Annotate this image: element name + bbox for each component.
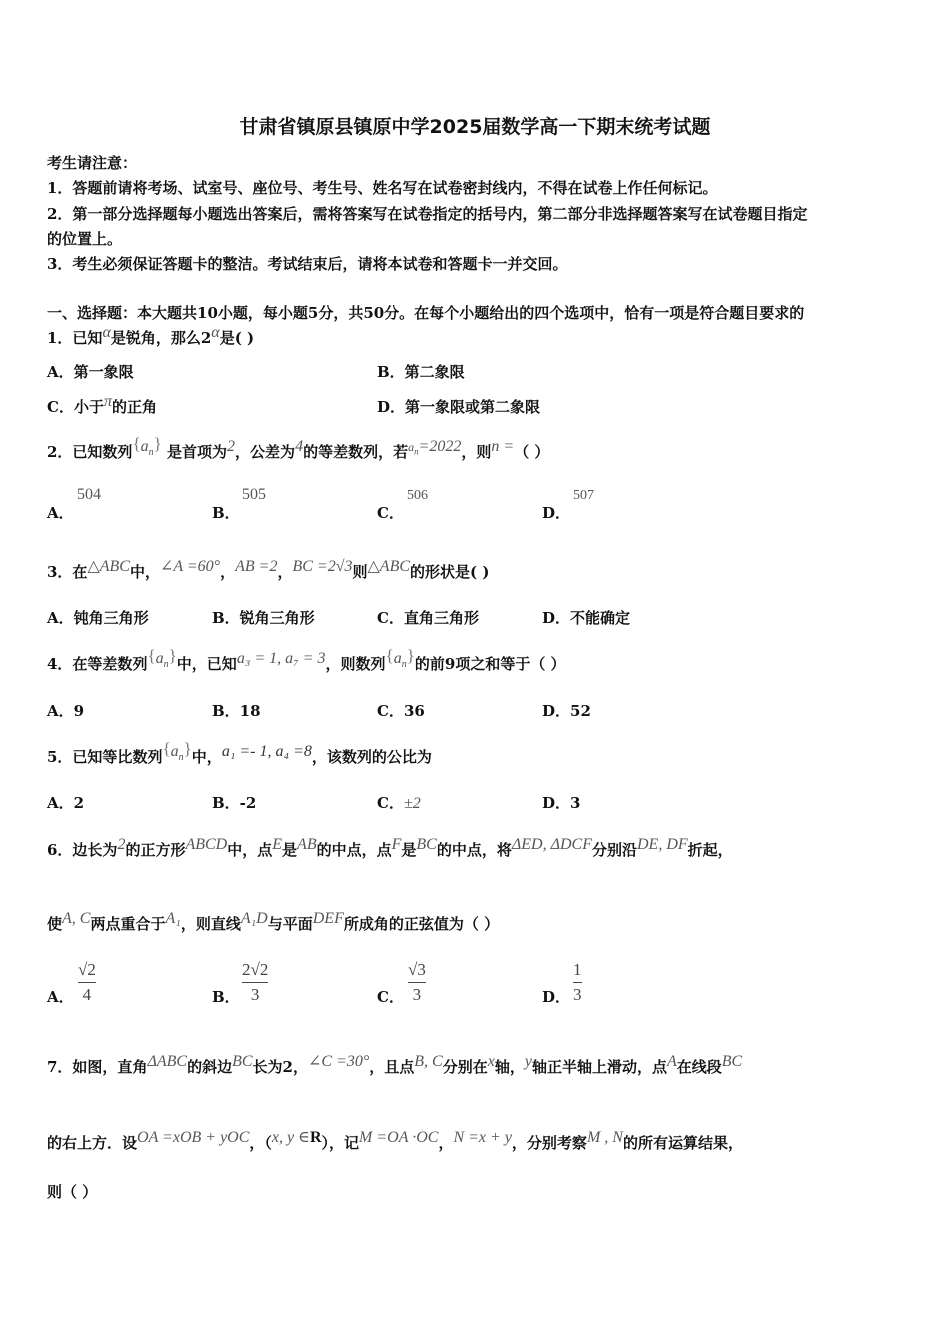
notice-item-3: 3．考生必须保证答题卡的整洁。考试结束后，请将本试卷和答题卡一并交回。 bbox=[47, 255, 568, 273]
q7-text: 的斜边 bbox=[187, 1058, 233, 1076]
math-sequence bbox=[140, 438, 154, 459]
q5-text: 中， bbox=[191, 748, 222, 766]
brace-right: } bbox=[406, 646, 415, 665]
q7-text: 分别在 bbox=[442, 1058, 488, 1076]
math-a: a bbox=[170, 743, 179, 760]
q5-text: 5．已知等比数列 bbox=[47, 748, 163, 766]
math-plus-minus-2: ±2 bbox=[403, 795, 421, 812]
q6-text: 分别沿 bbox=[591, 841, 637, 859]
notice-heading: 考生请注意： bbox=[47, 154, 138, 172]
q7-text: 7．如图，直角 bbox=[47, 1058, 148, 1076]
q6-option-a-fraction bbox=[78, 960, 96, 1005]
q2-text: 2．已知数列 bbox=[47, 443, 133, 461]
numerator: 2√2 bbox=[242, 960, 269, 979]
q3-text: ， bbox=[277, 563, 293, 581]
q6-option-d: D． bbox=[542, 988, 571, 1006]
question-2 bbox=[47, 434, 550, 464]
q5-option-d: D．3 bbox=[542, 794, 581, 812]
math-de-df: DE, DF bbox=[637, 836, 688, 853]
q6-text: 与平面 bbox=[267, 915, 313, 933]
math-y: y bbox=[524, 1053, 532, 1070]
math-a: a bbox=[140, 438, 149, 455]
q7-text: ， bbox=[438, 1134, 454, 1152]
math-e: E bbox=[272, 836, 283, 853]
q6-text: 中，点 bbox=[227, 841, 273, 859]
math-terms: a₁ =- 1, a₄ =8 bbox=[221, 743, 312, 760]
fraction-bar bbox=[242, 982, 268, 983]
q2-text: 的等差数列，若 bbox=[303, 443, 409, 461]
q6-text: 的中点，将 bbox=[436, 841, 512, 859]
q1-option-b: B．第二象限 bbox=[377, 363, 465, 381]
math-2: 2 bbox=[117, 836, 126, 853]
brace-right: } bbox=[183, 739, 192, 758]
q6-option-c-fraction bbox=[408, 960, 426, 1005]
q2-text: ，公差为 bbox=[235, 443, 296, 461]
math-a1d: A₁D bbox=[240, 910, 268, 927]
math-triangles: ΔED, ΔDCF bbox=[511, 836, 592, 853]
math-a: a bbox=[155, 650, 164, 667]
math-an bbox=[408, 440, 419, 457]
math-triangle-abc: ΔABC bbox=[147, 1053, 188, 1070]
q5-option-c-label: C． bbox=[377, 794, 404, 812]
math-pi: π bbox=[103, 393, 112, 410]
fraction-bar bbox=[78, 982, 96, 983]
q5-option-c bbox=[377, 792, 421, 813]
q2-text: ，则 bbox=[461, 443, 492, 461]
q7-text: 轴正半轴上滑动，点 bbox=[531, 1058, 667, 1076]
math-subscript: n bbox=[414, 446, 419, 457]
question-7-cont bbox=[47, 1129, 743, 1153]
q4-option-a: A．9 bbox=[47, 702, 85, 720]
math-sequence bbox=[393, 650, 407, 671]
q3-text: ， bbox=[220, 563, 236, 581]
brace-right: } bbox=[168, 646, 177, 665]
math-a1: A₁ bbox=[165, 910, 181, 927]
math-triangle-abc: △ABC bbox=[367, 558, 411, 575]
brace-left: { bbox=[132, 434, 141, 453]
q6-option-d-fraction bbox=[573, 960, 582, 1005]
q1-text: 是锐角，那么2 bbox=[110, 329, 212, 347]
math-angle-c: ∠C =30° bbox=[307, 1053, 370, 1070]
denominator: 3 bbox=[573, 985, 582, 1004]
q2-option-c: C． bbox=[377, 504, 404, 522]
q7-text: 的所有运算结果， bbox=[622, 1134, 743, 1152]
q6-text: 两点重合于 bbox=[90, 915, 166, 933]
q6-text: ，则直线 bbox=[180, 915, 241, 933]
math-subscript: n bbox=[163, 659, 169, 671]
math-bc: BC bbox=[721, 1053, 743, 1070]
q6-option-b: B． bbox=[212, 988, 240, 1006]
q2-option-d: D． bbox=[542, 504, 571, 522]
q6-text: 折起， bbox=[687, 841, 733, 859]
q3-text: 的形状是( ) bbox=[410, 563, 490, 581]
q4-option-b: B．18 bbox=[212, 702, 261, 720]
notice-item-1: 1．答题前请将考场、试室号、座位号、考生号、姓名写在试卷密封线内，不得在试卷上作任何标记。 bbox=[47, 179, 718, 197]
q4-option-d: D．52 bbox=[542, 702, 591, 720]
q3-text: 中， bbox=[129, 563, 160, 581]
numerator: √2 bbox=[78, 960, 96, 979]
question-1 bbox=[47, 324, 255, 348]
math-abcd: ABCD bbox=[185, 836, 228, 853]
math-2: 2 bbox=[227, 438, 236, 455]
q5-option-a: A．2 bbox=[47, 794, 85, 812]
denominator: 4 bbox=[82, 985, 92, 1004]
math-n: n = bbox=[491, 438, 515, 455]
math-bc: BC bbox=[416, 836, 437, 853]
math-ab: AB bbox=[297, 836, 317, 853]
q6-option-b-fraction bbox=[242, 960, 268, 1005]
brace-left: { bbox=[162, 739, 171, 758]
notice-item-2: 2．第一部分选择题每小题选出答案后，需将答案写在试卷指定的括号内，第二部分非选择题答案写在试卷题目指定 bbox=[47, 205, 808, 223]
q2-option-d-value: 507 bbox=[573, 488, 594, 503]
q3-option-d: D．不能确定 bbox=[542, 609, 631, 627]
question-6-cont bbox=[47, 910, 500, 934]
math-a-c: A, C bbox=[62, 910, 91, 927]
notice-item-2-cont: 的位置上。 bbox=[47, 230, 123, 248]
math-f: F bbox=[391, 836, 402, 853]
math-reals: R bbox=[309, 1129, 322, 1146]
math-terms: a₃ = 1, a₇ = 3 bbox=[236, 650, 326, 667]
q3-option-c: C．直角三角形 bbox=[377, 609, 479, 627]
q6-text: 是 bbox=[401, 841, 417, 859]
math-b-c: B, C bbox=[414, 1053, 443, 1070]
q3-text: 3．在 bbox=[47, 563, 88, 581]
math-m-n: M , N bbox=[586, 1129, 623, 1146]
brace-left: { bbox=[385, 646, 394, 665]
page-title: 甘肃省镇原县镇原中学2025届数学高一下期末统考试题 bbox=[239, 116, 711, 138]
q1-text: 1．已知 bbox=[47, 329, 103, 347]
q3-option-a: A．钝角三角形 bbox=[47, 609, 149, 627]
q1-option-c-text: 的正角 bbox=[111, 398, 157, 416]
section-heading: 一、选择题：本大题共10小题，每小题5分，共50分。在每个小题给出的四个选项中，恰有一项是符合题目要求的 bbox=[47, 304, 805, 322]
q4-text: 4．在等差数列 bbox=[47, 655, 148, 673]
question-7-end: 则（ ） bbox=[47, 1183, 98, 1201]
q4-text: 的前9项之和等于（ ） bbox=[414, 655, 566, 673]
math-n-def: N =x + y bbox=[453, 1129, 512, 1146]
q7-text: 的右上方．设 bbox=[47, 1134, 138, 1152]
math-value: =2022 bbox=[418, 438, 462, 455]
math-def: DEF bbox=[312, 910, 344, 927]
q7-text: 在线段 bbox=[676, 1058, 722, 1076]
math-a: a bbox=[408, 440, 415, 454]
math-bc: BC =2√3 bbox=[292, 558, 353, 575]
math-subscript: n bbox=[148, 447, 154, 459]
brace-right: } bbox=[153, 434, 162, 453]
q1-option-a: A．第一象限 bbox=[47, 363, 134, 381]
q7-text: ，分别考察 bbox=[511, 1134, 587, 1152]
q4-text: ，则数列 bbox=[325, 655, 386, 673]
math-triangle-abc: △ABC bbox=[87, 558, 130, 575]
q1-option-d: D．第一象限或第二象限 bbox=[377, 398, 541, 416]
math-x: x bbox=[487, 1053, 495, 1070]
math-m-def: M =OA ·OC bbox=[359, 1129, 439, 1146]
q6-text: 所成角的正弦值为（ ） bbox=[343, 915, 500, 933]
q6-option-c: C． bbox=[377, 988, 404, 1006]
q7-text: ），记 bbox=[321, 1134, 360, 1152]
q2-option-a-value: 504 bbox=[77, 486, 101, 503]
q5-option-b: B．-2 bbox=[212, 794, 257, 812]
q6-text: 的正方形 bbox=[125, 841, 186, 859]
math-subscript: n bbox=[178, 752, 184, 764]
math-alpha: α bbox=[102, 324, 111, 341]
math-sequence bbox=[170, 743, 184, 764]
q2-text: （ ） bbox=[514, 443, 550, 461]
question-6 bbox=[47, 836, 733, 860]
q2-option-b: B． bbox=[212, 504, 240, 522]
math-sequence bbox=[155, 650, 169, 671]
q6-option-a: A． bbox=[47, 988, 74, 1006]
q1-option-c bbox=[47, 393, 157, 417]
q7-text: ，（ bbox=[249, 1134, 272, 1152]
math-a: A bbox=[666, 1053, 677, 1070]
q3-option-b: B．锐角三角形 bbox=[212, 609, 315, 627]
q5-text: ，该数列的公比为 bbox=[311, 748, 432, 766]
math-alpha: α bbox=[211, 324, 220, 341]
fraction-bar bbox=[573, 982, 582, 983]
math-subscript: n bbox=[401, 659, 407, 671]
q2-text: 是首项为 bbox=[167, 443, 228, 461]
q2-option-b-value: 505 bbox=[242, 486, 266, 503]
q1-text: 是( ) bbox=[219, 329, 255, 347]
numerator: 1 bbox=[573, 960, 582, 979]
math-angle-a: ∠A =60° bbox=[159, 558, 221, 575]
question-7 bbox=[47, 1053, 743, 1077]
q4-option-c: C．36 bbox=[377, 702, 425, 720]
q7-text: 轴， bbox=[494, 1058, 525, 1076]
q6-text: 6．边长为 bbox=[47, 841, 118, 859]
question-4 bbox=[47, 646, 566, 676]
math-a: a bbox=[393, 650, 402, 667]
q6-text: 使 bbox=[47, 915, 63, 933]
q6-text: 的中点，点 bbox=[316, 841, 392, 859]
math-vector-eq: OA =xOB + yOC bbox=[137, 1129, 250, 1146]
question-3 bbox=[47, 558, 490, 582]
q1-option-c-text: C．小于 bbox=[47, 398, 104, 416]
question-5 bbox=[47, 739, 432, 769]
q3-text: 则 bbox=[352, 563, 368, 581]
math-4: 4 bbox=[295, 438, 304, 455]
q7-text: 长为2， bbox=[252, 1058, 308, 1076]
q6-text: 是 bbox=[282, 841, 298, 859]
fraction-bar bbox=[408, 982, 426, 983]
q4-text: 中，已知 bbox=[176, 655, 237, 673]
math-bc: BC bbox=[232, 1053, 253, 1070]
denominator: 3 bbox=[412, 985, 422, 1004]
denominator: 3 bbox=[250, 985, 260, 1004]
math-xy-in: x, y ∈ bbox=[271, 1129, 310, 1146]
q7-text: ，且点 bbox=[369, 1058, 415, 1076]
q2-option-c-value: 506 bbox=[407, 488, 428, 503]
brace-left: { bbox=[147, 646, 156, 665]
numerator: √3 bbox=[408, 960, 426, 979]
q2-option-a: A． bbox=[47, 504, 74, 522]
math-ab: AB =2 bbox=[235, 558, 278, 575]
